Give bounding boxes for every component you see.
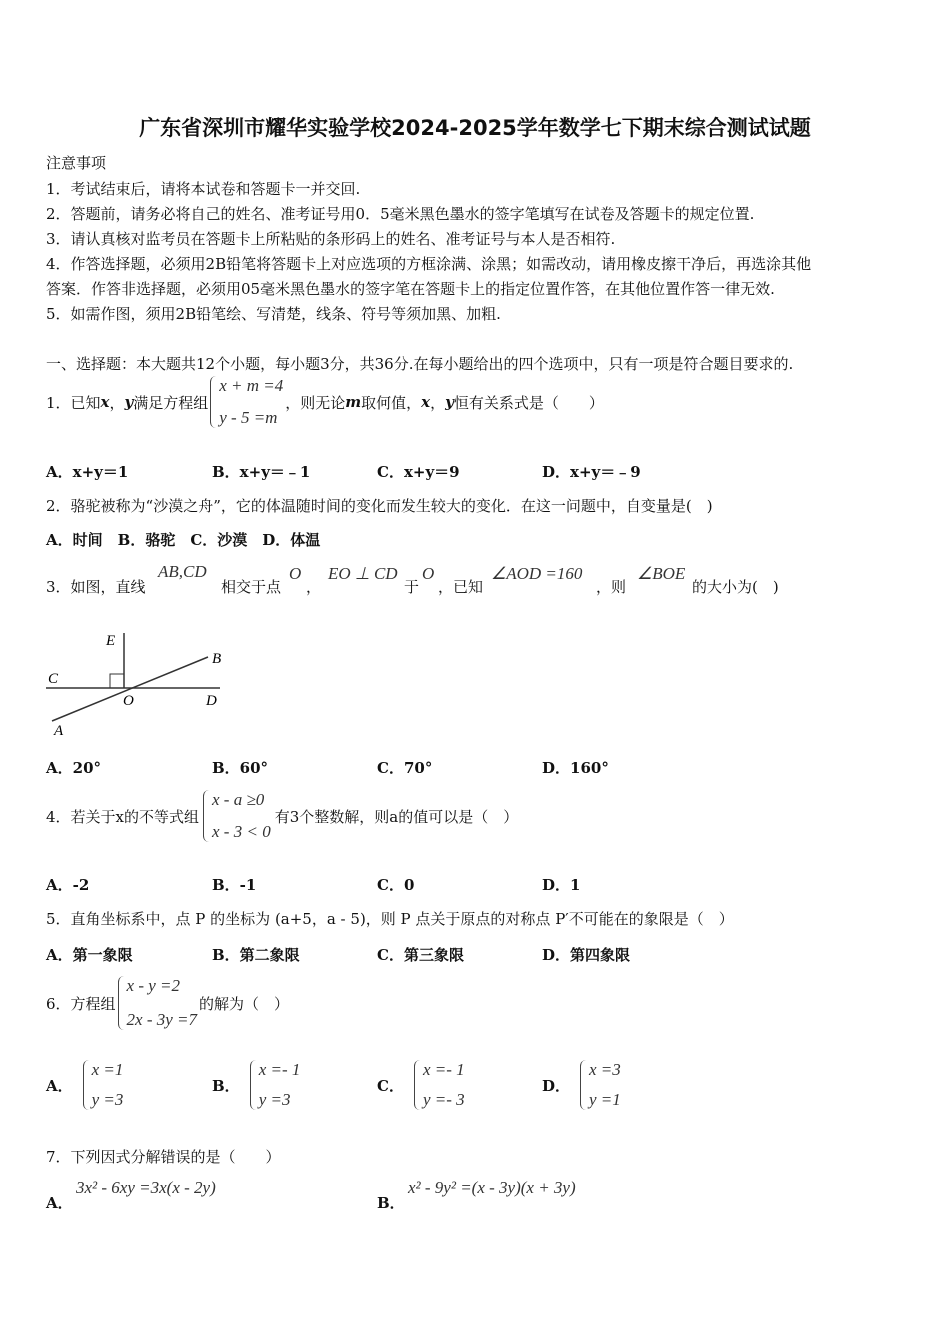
q1-var-y: y — [124, 393, 134, 411]
q6-option-c-label: C． — [377, 1076, 404, 1095]
q3-p6: ，则 — [596, 578, 627, 596]
q3-option-d: D．160° — [542, 759, 609, 777]
q1-post3: 恒有关系式是（ ） — [453, 393, 604, 412]
q7-option-b-label: B． — [377, 1194, 405, 1212]
q3-p5: ，已知 — [438, 578, 484, 596]
q4-option-d: D．1 — [542, 876, 581, 894]
q3-p4: 于 — [404, 578, 420, 596]
q1-option-d: D．x+y＝﹣9 — [542, 463, 641, 481]
q6-option-c — [377, 1060, 465, 1110]
q3-p2: 相交于点 — [221, 578, 282, 596]
q5-option-a: A．第一象限 — [46, 946, 133, 964]
q1-post1: ，则无论 — [285, 393, 346, 412]
q3-figure — [40, 625, 240, 740]
q4-eq2: x - 3 < 0 — [212, 822, 271, 841]
q6-eq1: x - y =2 — [126, 976, 181, 995]
notes-heading: 注意事项 — [46, 154, 107, 172]
q6-d-l2: y =1 — [589, 1090, 621, 1109]
q4-post: 有3个整数解，则a的值可以是（ ） — [274, 807, 519, 826]
q3-m4: O — [422, 564, 435, 583]
q6-option-d — [542, 1060, 621, 1110]
brace-icon — [118, 976, 124, 1030]
label-d: D — [206, 693, 217, 709]
q4-system — [203, 790, 271, 842]
q1-var-x: x — [100, 393, 110, 411]
q6-option-b — [212, 1060, 300, 1110]
q1-pre: 1．已知 — [46, 393, 101, 412]
q1-mid: 满足方程组 — [133, 393, 209, 412]
q4-eq1: x - a ≥0 — [212, 790, 265, 809]
q3-option-a: A．20° — [46, 759, 102, 777]
q3-m2: O — [289, 564, 302, 583]
brace-icon — [414, 1060, 420, 1110]
q6-system — [118, 976, 197, 1030]
q6-option-b-system — [250, 1060, 301, 1110]
q1-post2: 取何值， — [361, 393, 422, 412]
label-c: C — [48, 671, 59, 687]
q6-option-c-system — [414, 1060, 465, 1110]
q6-post: 的解为（ ） — [199, 994, 290, 1013]
q3-m3: EO ⊥ CD — [328, 564, 398, 583]
q1-var-x2: x — [421, 393, 431, 411]
question-5: 5．直角坐标系中，点 P 的坐标为 (a+5，a - 5)，则 P 点关于原点的对称点 P′不可能在的象限是（ ） — [46, 910, 734, 928]
question-7: 7．下列因式分解错误的是（ ） — [46, 1148, 281, 1166]
q1-var-m: m — [345, 393, 362, 411]
q2-options: A．时间 B．骆驼 C．沙漠 D．体温 — [46, 531, 321, 549]
note-item: 1．考试结束后，请将本试卷和答题卡一并交回. — [46, 180, 361, 198]
q6-a-l1: x =1 — [91, 1060, 124, 1079]
note-item: 5．如需作图，须用2B铅笔绘、写清楚，线条、符号等须加黑、加粗. — [46, 305, 501, 323]
q3-p3: ， — [306, 578, 322, 596]
question-4 — [46, 790, 518, 842]
note-item: 2．答题前，请务必将自己的姓名、准考证号用0．5毫米黑色墨水的签字笔填写在试卷及答题卡的规定位置. — [46, 205, 755, 223]
label-a: A — [54, 723, 64, 739]
q6-option-d-label: D． — [542, 1076, 571, 1095]
q6-option-a-label: A． — [46, 1076, 73, 1095]
brace-icon — [580, 1060, 586, 1110]
q5-option-b: B．第二象限 — [212, 946, 300, 964]
q1-eq2: y - 5 =m — [219, 408, 278, 427]
q4-option-b: B．-1 — [212, 876, 257, 894]
q1-option-c: C．x+y＝9 — [377, 463, 460, 481]
q1-system — [210, 376, 283, 428]
q1-eq1: x + m =4 — [219, 376, 284, 395]
label-e: E — [106, 633, 116, 649]
q3-m6: ∠BOE — [637, 564, 686, 583]
q6-c-l1: x =- 1 — [422, 1060, 465, 1079]
brace-icon — [83, 1060, 89, 1110]
brace-icon — [203, 790, 209, 842]
q6-b-l1: x =- 1 — [258, 1060, 301, 1079]
q1-var-y2: y — [445, 393, 454, 411]
q3-option-b: B．60° — [212, 759, 269, 777]
q5-option-d: D．第四象限 — [542, 946, 631, 964]
q1-option-b: B．x+y＝﹣1 — [212, 463, 311, 481]
q6-option-a — [46, 1060, 123, 1110]
q7-option-a-label: A． — [46, 1194, 73, 1212]
q6-pre: 6．方程组 — [46, 994, 116, 1013]
q1-comma: ， — [109, 393, 125, 412]
question-2: 2．骆驼被称为“沙漠之舟”，它的体温随时间的变化而发生较大的变化．在这一问题中，自变量是( ) — [46, 497, 713, 515]
q4-option-a: A．-2 — [46, 876, 90, 894]
line-ab — [52, 657, 208, 721]
q3-m5: ∠AOD =160 — [491, 564, 583, 583]
brace-icon — [210, 376, 216, 428]
question-1 — [46, 376, 604, 428]
q6-a-l2: y =3 — [91, 1090, 124, 1109]
q3-p1: 3．如图，直线 — [46, 578, 146, 596]
q6-eq2: 2x - 3y =7 — [126, 1010, 198, 1029]
section-heading: 一、选择题：本大题共12个小题，每小题3分，共36分.在每小题给出的四个选项中，只有一项是符合题目要求的. — [46, 355, 794, 373]
note-item: 4．作答选择题，必须用2B铅笔将答题卡上对应选项的方框涂满、涂黑；如需改动，请用橡皮擦干净后，再选涂其他 — [46, 255, 812, 273]
q6-b-l2: y =3 — [258, 1090, 291, 1109]
question-6 — [46, 976, 289, 1030]
q1-comma2: ， — [430, 393, 446, 412]
q6-option-d-system — [580, 1060, 621, 1110]
right-angle-icon — [110, 674, 124, 688]
q1-option-a: A．x+y＝1 — [46, 463, 129, 481]
note-item: 3．请认真核对监考员在答题卡上所粘贴的条形码上的姓名、准考证号与本人是否相符. — [46, 230, 616, 248]
q4-pre: 4．若关于x的不等式组 — [46, 807, 200, 826]
q5-option-c: C．第三象限 — [377, 946, 464, 964]
q7-option-a-expr: 3x² - 6xy =3x(x - 2y) — [76, 1178, 216, 1197]
label-o: O — [123, 693, 134, 709]
q6-option-a-system — [83, 1060, 124, 1110]
q3-option-c: C．70° — [377, 759, 433, 777]
label-b: B — [212, 651, 222, 667]
q6-c-l2: y =- 3 — [422, 1090, 465, 1109]
q3-m1: AB,CD — [158, 562, 207, 581]
q7-option-b-expr: x² - 9y² =(x - 3y)(x + 3y) — [408, 1178, 576, 1197]
brace-icon — [250, 1060, 256, 1110]
q4-option-c: C．0 — [377, 876, 415, 894]
q3-p7: 的大小为( ) — [692, 578, 779, 596]
q6-d-l1: x =3 — [589, 1060, 621, 1079]
q6-option-b-label: B． — [212, 1076, 240, 1095]
page-title: 广东省深圳市耀华实验学校2024-2025学年数学七下期末综合测试试题 — [139, 116, 811, 140]
note-item: 答案．作答非选择题，必须用05毫米黑色墨水的签字笔在答题卡上的指定位置作答，在其他位置作答一律无效. — [46, 280, 775, 298]
